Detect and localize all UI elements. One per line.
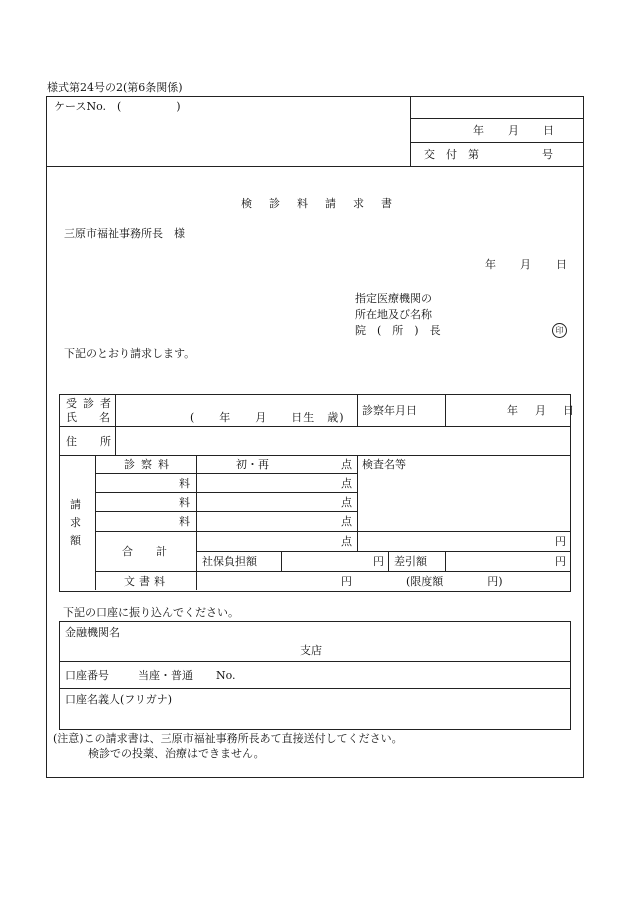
point-unit: 点 xyxy=(341,458,352,471)
issue-box-bottom xyxy=(46,166,583,167)
table-rule xyxy=(445,551,446,571)
table-rule xyxy=(196,551,570,552)
intro-text: 下記のとおり請求します。 xyxy=(64,347,196,360)
table-rule xyxy=(281,551,282,571)
issue-box-rule xyxy=(410,118,583,119)
billing-side-label-3: 額 xyxy=(70,534,81,547)
note-line-1: (注意)この請求書は、三原市福祉事務所長あて直接送付してください。 xyxy=(53,732,403,745)
social-insurance-label: 社保負担額 xyxy=(202,555,257,568)
issue-number-label: 交 付 第 xyxy=(424,148,479,161)
patient-label-bottom: 氏 名 xyxy=(66,411,110,424)
institution-line3: 院 ( 所 ) 長 xyxy=(355,324,441,337)
table-rule xyxy=(95,455,96,590)
bank-table xyxy=(59,621,571,730)
addressee: 三原市福祉事務所長 様 xyxy=(64,227,185,240)
table-rule xyxy=(95,511,358,512)
bank-intro: 下記の口座に振り込んでください。 xyxy=(63,606,239,619)
request-day: 日 xyxy=(556,258,567,271)
total-label: 合 計 xyxy=(122,545,173,558)
point-unit: 点 xyxy=(341,535,352,548)
fee-item-label: 料 xyxy=(179,515,190,528)
bank-rule xyxy=(59,661,570,662)
account-holder-label: 口座名義人(フリガナ) xyxy=(65,693,173,706)
patient-label-top: 受診者 xyxy=(66,397,117,410)
yen-unit: 円 xyxy=(373,555,384,568)
bank-institution-label: 金融機関名 xyxy=(65,626,120,639)
billing-side-label-2: 求 xyxy=(70,516,81,529)
case-number: ケースNo. ( ) xyxy=(54,100,181,113)
exam-name-label: 検査名等 xyxy=(362,458,406,471)
table-rule xyxy=(445,394,446,426)
table-rule xyxy=(196,455,197,590)
table-rule xyxy=(59,426,570,427)
table-rule xyxy=(95,492,358,493)
issue-box-left xyxy=(410,96,411,166)
exam-date-value: 年 月 日 xyxy=(507,404,577,417)
billing-side-label-1: 請 xyxy=(70,498,81,511)
point-unit: 点 xyxy=(341,496,352,509)
table-rule xyxy=(95,531,570,532)
table-rule xyxy=(357,394,358,426)
issue-day: 日 xyxy=(543,124,554,137)
difference-label: 差引額 xyxy=(394,555,427,568)
exam-fee-label: 診察料 xyxy=(124,458,175,471)
seal-mark: 印 xyxy=(552,323,567,338)
exam-date-label: 診察年月日 xyxy=(362,404,417,417)
table-rule xyxy=(95,571,570,572)
form-id: 様式第24号の2(第6条関係) xyxy=(47,81,183,94)
fee-item-label: 料 xyxy=(179,477,190,490)
limit-note: (限度額 円) xyxy=(406,575,503,588)
note-line-2: 検診での投薬、治療はできません。 xyxy=(88,747,265,760)
table-rule xyxy=(59,455,570,456)
account-type: 当座・普通 xyxy=(138,669,193,682)
account-no: No. xyxy=(216,669,236,682)
table-rule xyxy=(95,473,358,474)
issue-number-suffix: 号 xyxy=(542,148,553,161)
request-month: 月 xyxy=(520,258,531,271)
table-rule xyxy=(357,455,358,551)
bank-rule xyxy=(59,688,570,689)
table-rule xyxy=(388,551,389,571)
patient-birth: ( 年 月 日生 歳) xyxy=(190,411,345,424)
issue-year: 年 xyxy=(473,124,484,137)
issue-month: 月 xyxy=(508,124,519,137)
yen-unit: 円 xyxy=(555,535,566,548)
point-unit: 点 xyxy=(341,515,352,528)
account-number-label: 口座番号 xyxy=(65,669,109,682)
first-revisit: 初・再 xyxy=(236,458,269,471)
yen-unit: 円 xyxy=(341,575,352,588)
document-fee-label: 文書料 xyxy=(124,575,169,588)
page-title: 検診料請求書 xyxy=(241,197,409,210)
institution-line2: 所在地及び名称 xyxy=(355,308,432,321)
request-year: 年 xyxy=(485,258,496,271)
institution-line1: 指定医療機関の xyxy=(355,292,432,305)
point-unit: 点 xyxy=(341,477,352,490)
yen-unit: 円 xyxy=(555,555,566,568)
fee-item-label: 料 xyxy=(179,496,190,509)
bank-branch-label: 支店 xyxy=(300,644,322,657)
issue-box-rule xyxy=(410,142,583,143)
address-label: 住 所 xyxy=(66,435,117,448)
